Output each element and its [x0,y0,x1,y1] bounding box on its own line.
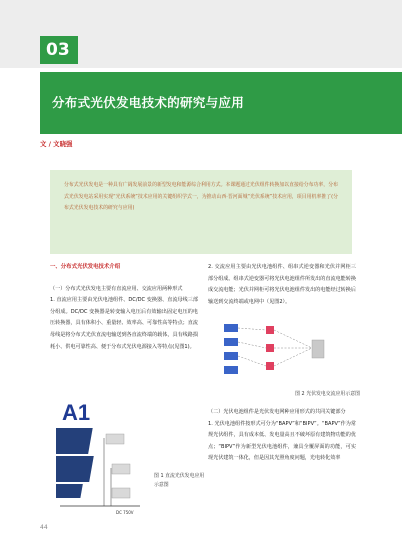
inverter-1 [266,326,274,334]
solar-panel-1 [56,428,93,454]
bus-label: DC 750V [116,510,134,515]
grid-cabinet [312,340,324,358]
article-title: 分布式光伏发电技术的研究与应用 [52,95,245,110]
abstract-text: 分布式光伏发电是一种具有广阔发展前景的新型发电和能源综合利用方式。本课题通过光伏组件转换加以直接给分布功率，分布式光伏发电站采用实现“光伏系统”技术应用的关键组织学式一，为推动山西·晋河面城“光伏系统”技术应用，项目用机率推了(分布式光伏发电技术的研究与应用) [64,182,338,211]
pv-array-group [224,324,238,374]
pv-module-1 [224,324,238,332]
left-column [50,262,198,353]
right-paragraph-2: （二）光伏电池组件是光伏发电网种应用形式的共同关键部分 [208,409,346,415]
figure-1-label: A1 [62,400,91,425]
title-band [40,72,402,134]
converter-box-3 [112,488,130,498]
figure-1 [56,398,144,516]
figure-2 [216,318,356,382]
converter-box-1 [106,434,124,444]
chapter-number-box [40,36,78,64]
pv-module-4 [224,366,238,374]
solar-panel-2 [56,456,94,482]
right-column-bottom [208,407,356,465]
left-paragraph-2: 1. 直流应用主要由光伏电池组件、DC/DC 变换器、直流母线三部分组成。DC/DC 变换器是转变输入电压后有效输出固定电压的电压转换器，具有体积小、重量轻、效率高、可靠性高等特点；直流母线是将分布式光伏直流电输送到各直流终端的载体，具有线路损耗小、供电可靠性高、便于分布式光伏电源接入等特点(见图1)。 [50,297,198,350]
inverter-2 [266,344,274,352]
figure-1-graphic [56,398,144,516]
page-number: 44 [40,524,48,531]
converter-box-2 [112,464,130,474]
right-paragraph-3: 1. 光伏电池组件按形式可分为“BAPV”和“BIPV”。“BAPV”作为常规光伏组件，具有成本低、发电量高且不破坏原有建筑物功能的优点；“BIPV”作为新型光伏电池组件，兼具全覆屏面的功能，可实现光伏建筑一体化，但是因其光照角度问题，光电转化效率 [208,420,356,462]
wiring-group [238,328,312,366]
chapter-number: 03 [46,40,70,60]
solar-panel-3 [56,484,83,498]
right-column-top [208,262,356,308]
section-heading: 一、分布式光伏发电技术介绍 [50,264,121,270]
inverter-3 [266,362,274,370]
figure-2-caption: 图 2 光伏发电交流应用示意图 [295,391,360,397]
pv-module-2 [224,338,238,346]
figure-2-graphic [216,318,356,382]
inverter-group [266,326,274,370]
author-line: 文 / 文晓强 [40,140,73,148]
left-paragraph-1: （一）分布式光伏发电主要有直流应用、交流应用两种形式 [50,285,183,292]
figure-1-caption: 图 1 直流光伏发电应用示意图 [154,473,205,488]
pv-module-3 [224,352,238,360]
right-paragraph-1: 2. 交流应用主要由光伏电池组件、组串式逆变器和光伏并网柜三部分组成。组串式逆变器可将光伏电池组件所发出的直流电能转换成交流电能；光伏并网柜可将光伏电池组件发出的电能经过转换后输送到交流终端或电网中（见图2）。 [208,264,356,305]
abstract-box [50,170,352,254]
